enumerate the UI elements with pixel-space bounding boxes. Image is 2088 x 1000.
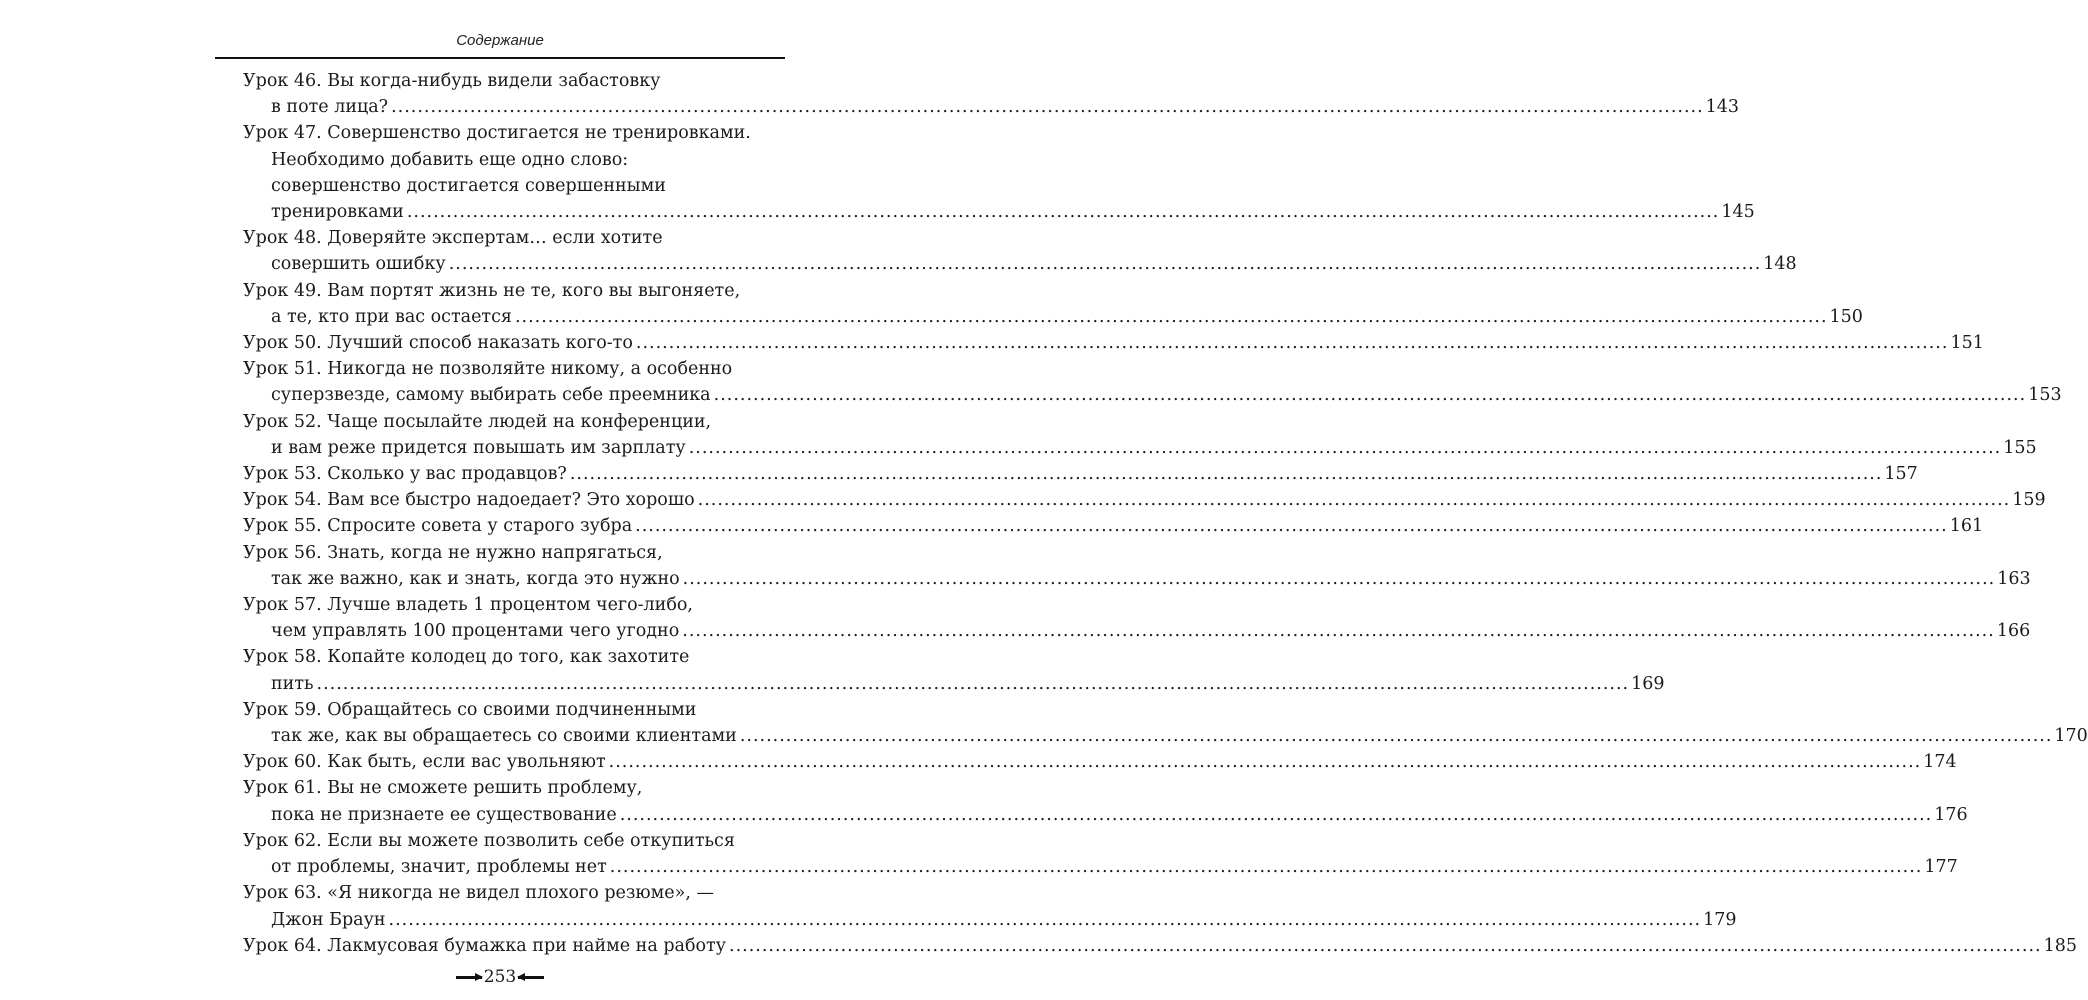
toc-page-number: 150 (1829, 306, 1863, 327)
toc-entry-text: Джон Браун (271, 909, 386, 930)
dot-leader: ........................................................................................................................................................................................................ (688, 437, 2002, 458)
toc-entry-line (243, 566, 2031, 592)
toc-entry-text: Урок 53. Сколько у вас продавцов? (243, 464, 567, 485)
folio-right-arrow (518, 976, 544, 979)
toc-entry-text: Урок 48. Доверяйте экспертам… если хотите (243, 228, 663, 249)
toc-entry-line (243, 278, 783, 304)
toc-entry (243, 540, 2031, 592)
dot-leader: ........................................................................................................................................................................................................ (635, 333, 1949, 354)
toc-entry-line (243, 618, 2031, 644)
toc-page-number: 157 (1884, 464, 1918, 485)
table-of-contents (243, 68, 2088, 959)
toc-entry-line (243, 749, 1957, 775)
toc-entry-line (243, 854, 1958, 880)
toc-entry-text: Урок 52. Чаще посылайте людей на конференции, (243, 411, 712, 432)
toc-page-number: 177 (1924, 857, 1958, 878)
dot-leader: ........................................................................................................................................................................................................ (316, 673, 1630, 694)
dot-leader: ........................................................................................................................................................................................................ (569, 464, 1883, 485)
toc-entry-text: Урок 64. Лакмусовая бумажка при найме на работу (243, 935, 727, 956)
toc-entry-text: в поте лица? (271, 97, 389, 118)
toc-entry-line (243, 802, 1968, 828)
toc-entry-line (243, 461, 1918, 487)
toc-entry-line (243, 199, 1755, 225)
toc-page-number: 163 (1997, 568, 2031, 589)
toc-entry-line (243, 487, 2046, 513)
toc-entry-line (243, 723, 2088, 749)
toc-entry-text: Урок 58. Копайте колодец до того, как захотите (243, 647, 690, 668)
toc-entry (243, 409, 2037, 461)
toc-entry-line (243, 435, 2037, 461)
page-number: 253 (483, 967, 517, 987)
toc-entry-text: Урок 50. Лучший способ наказать кого-то (243, 333, 633, 354)
toc-entry (243, 278, 1863, 330)
dot-leader: ........................................................................................................................................................................................................ (682, 621, 1995, 642)
toc-entry (243, 461, 1918, 487)
toc-entry-text: Урок 47. Совершенство достигается не тренировками. (243, 123, 751, 144)
toc-entry-line (243, 828, 783, 854)
toc-entry-text: Урок 56. Знать, когда не нужно напрягаться, (243, 542, 663, 563)
toc-entry-text: пить (271, 673, 314, 694)
toc-page-number: 185 (2043, 935, 2077, 956)
toc-entry-line (243, 592, 783, 618)
toc-entry-text: так же важно, как и знать, когда это нужно (271, 568, 680, 589)
toc-entry-text: Урок 54. Вам все быстро надоедает? Это хорошо (243, 490, 695, 511)
toc-entry-line (243, 671, 1665, 697)
toc-entry-line (243, 540, 783, 566)
toc-entry (243, 828, 1958, 880)
toc-entry-text: Урок 55. Спросите совета у старого зубра (243, 516, 633, 537)
toc-entry-text: тренировками (271, 202, 404, 223)
toc-page-number: 174 (1923, 752, 1957, 773)
dot-leader: ........................................................................................................................................................................................................ (388, 909, 1702, 930)
toc-entry (243, 933, 2077, 959)
toc-page-number: 169 (1631, 673, 1665, 694)
toc-entry-text: пока не признаете ее существование (271, 804, 617, 825)
toc-entry-text: Урок 63. «Я никогда не видел плохого резюме», — (243, 883, 714, 904)
toc-entry-text: Урок 51. Никогда не позволяйте никому, а особенно (243, 359, 733, 380)
toc-entry-line (243, 173, 783, 199)
toc-page-number: 153 (2028, 385, 2062, 406)
toc-entry-line (243, 644, 783, 670)
toc-entry (243, 356, 2062, 408)
toc-entry-line (243, 697, 783, 723)
toc-entry-line (243, 330, 1984, 356)
toc-entry-line (243, 225, 783, 251)
toc-entry-line (243, 68, 783, 94)
toc-entry (243, 225, 1797, 277)
toc-page-number: 179 (1703, 909, 1737, 930)
toc-entry-text: Необходимо добавить еще одно слово: (271, 149, 629, 170)
dot-leader: ........................................................................................................................................................................................................ (608, 752, 1922, 773)
toc-entry-line (243, 907, 1737, 933)
dot-leader: ........................................................................................................................................................................................................ (448, 254, 1762, 275)
toc-entry-text: от проблемы, значит, проблемы нет (271, 857, 607, 878)
toc-entry-text: Урок 62. Если вы можете позволить себе откупиться (243, 830, 735, 851)
toc-entry-text: совершить ошибку (271, 254, 446, 275)
toc-entry-text: Урок 60. Как быть, если вас увольняют (243, 752, 606, 773)
toc-entry-line (243, 880, 783, 906)
dot-leader: ........................................................................................................................................................................................................ (682, 568, 1996, 589)
toc-page-number: 159 (2012, 490, 2046, 511)
toc-entry-line (243, 120, 783, 146)
toc-page-number: 170 (2054, 726, 2088, 747)
running-title: Содержание (456, 32, 544, 49)
toc-entry-text: Урок 59. Обращайтесь со своими подчиненными (243, 699, 697, 720)
dot-leader: ........................................................................................................................................................................................................ (406, 202, 1720, 223)
toc-page-number: 161 (1949, 516, 1984, 537)
toc-entry (243, 120, 1755, 225)
toc-page-number: 176 (1934, 804, 1968, 825)
page-folio (0, 967, 1000, 987)
toc-entry-line (243, 775, 783, 801)
toc-entry (243, 592, 2031, 644)
dot-leader: ........................................................................................................................................................................................................ (514, 306, 1828, 327)
toc-entry-text: а те, кто при вас остается (271, 306, 512, 327)
toc-entry-text: Урок 46. Вы когда-нибудь видели забастовку (243, 71, 661, 91)
toc-entry-line (243, 409, 783, 435)
dot-leader: ........................................................................................................................................................................................................ (635, 516, 1948, 537)
toc-entry-text: совершенство достигается совершенными (271, 175, 666, 196)
folio-left-arrow (456, 976, 482, 979)
toc-entry (243, 749, 1957, 775)
toc-page-number: 151 (1950, 333, 1984, 354)
toc-entry (243, 487, 2046, 513)
toc-entry-text: и вам реже придется повышать им зарплату (271, 437, 686, 458)
toc-entry-line (243, 147, 783, 173)
toc-entry (243, 697, 2088, 749)
toc-entry-line (243, 382, 2062, 408)
toc-entry (243, 775, 1968, 827)
toc-entry (243, 513, 1984, 539)
toc-page-number: 145 (1721, 202, 1755, 223)
toc-entry-line (243, 513, 1984, 539)
toc-entry-line (243, 304, 1863, 330)
toc-entry-line (243, 251, 1797, 277)
toc-page-number: 143 (1705, 97, 1740, 118)
toc-entry-text: Урок 49. Вам портят жизнь не те, кого вы выгоняете, (243, 280, 741, 301)
header-rule (215, 57, 785, 59)
toc-entry-text: чем управлять 100 процентами чего угодно (271, 621, 680, 642)
toc-entry-text: суперзвезде, самому выбирать себе преемника (271, 385, 711, 406)
dot-leader: ........................................................................................................................................................................................................ (609, 857, 1923, 878)
toc-entry-text: Урок 57. Лучше владеть 1 процентом чего-либо, (243, 595, 693, 616)
dot-leader: ........................................................................................................................................................................................................ (619, 804, 1933, 825)
toc-entry-line (243, 94, 1740, 120)
toc-page-number: 166 (1996, 621, 2031, 642)
dot-leader: ........................................................................................................................................................................................................ (713, 385, 2027, 406)
dot-leader: ........................................................................................................................................................................................................ (739, 726, 2053, 747)
toc-entry (243, 330, 1984, 356)
toc-entry (243, 644, 1665, 696)
dot-leader: ........................................................................................................................................................................................................ (391, 97, 1704, 118)
dot-leader: ........................................................................................................................................................................................................ (697, 490, 2011, 511)
toc-page-number: 148 (1763, 254, 1797, 275)
dot-leader: ........................................................................................................................................................................................................ (729, 935, 2042, 956)
toc-entry-text: Урок 61. Вы не сможете решить проблему, (243, 778, 643, 799)
toc-entry (243, 880, 1737, 932)
toc-entry-text: так же, как вы обращаетесь со своими клиентами (271, 726, 737, 747)
toc-page-number: 155 (2003, 437, 2037, 458)
toc-entry-line (243, 356, 783, 382)
toc-entry-line (243, 933, 2077, 959)
toc-entry (243, 68, 1740, 120)
